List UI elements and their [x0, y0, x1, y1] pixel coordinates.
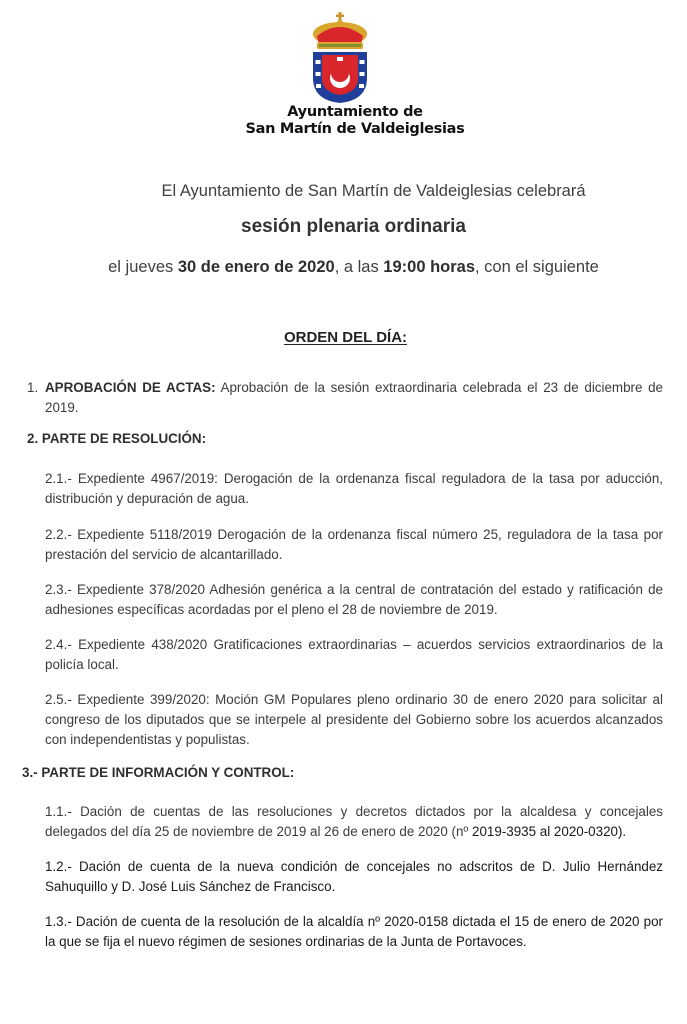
session-date: 30 de enero de 2020	[177, 258, 335, 276]
agenda-heading	[0, 329, 687, 346]
intro-line: El Ayuntamiento de San Martín de Valdeiglesias celebrará	[161, 182, 586, 200]
agenda-item-2-2: 2.2.- Expediente 5118/2019 Derogación de la ordenanza fiscal número 25, reguladora de la tasa por prestación del servicio de alcantarillado.	[45, 527, 663, 562]
time-prefix: , a las	[334, 258, 384, 276]
session-time: 19:00 horas	[383, 258, 476, 276]
org-name-line2: San Martín de Valdeiglesias	[245, 121, 465, 137]
session-title: sesión plenaria ordinaria	[241, 216, 466, 237]
date-suffix: , con el siguiente	[475, 258, 599, 276]
date-prefix: el jueves	[108, 258, 178, 276]
date-line	[0, 258, 687, 277]
agenda-item-3-3: 1.3.- Dación de cuenta de la resolución de la alcaldía nº 2020-0158 dictada el 15 de enero de 2020 por la que se fija el nuevo régimen de sesiones ordinarias de la Junta de Portavoces.	[45, 914, 663, 949]
item-text: Aprobación de la sesión extraordinaria celebrada el 23 de diciembre de 2019.	[45, 380, 664, 415]
item-label: APROBACIÓN DE ACTAS:	[45, 380, 216, 395]
item-3-1-text: 1.1.- Dación de cuentas de las resoluciones y decretos dictados por la alcaldesa y concejales delegados del día 25 de noviembre de 2019 al 26 de enero de 2020 (nº	[45, 804, 663, 839]
agenda-item-2-4: 2.4.- Expediente 438/2020 Gratificaciones extraordinarias – acuerdos servicios extraordinarios de la policía local.	[45, 637, 663, 672]
section-2-heading: 2. PARTE DE RESOLUCIÓN:	[27, 431, 207, 446]
agenda-item-3-2: 1.2.- Dación de cuenta de la nueva condición de concejales no adscritos de D. Julio Hernández Sahuquillo y D. José Luis Sánchez de Francisco.	[45, 859, 663, 894]
agenda-item-1	[27, 378, 663, 418]
agenda-heading-text: ORDEN DEL DÍA:	[283, 329, 408, 346]
agenda-item-2-3: 2.3.- Expediente 378/2020 Adhesión genérica a la central de contratación del estado y ratificación de adhesiones específicas acordadas por el pleno el 28 de noviembre de 2019.	[45, 582, 663, 617]
agenda-item-2-1: 2.1.- Expediente 4967/2019: Derogación de la ordenanza fiscal reguladora de la tasa por aducción, distribución y depuración de agua.	[45, 471, 663, 506]
agenda-item-2-5: 2.5.- Expediente 399/2020: Moción GM Populares pleno ordinario 30 de enero 2020 para solicitar al congreso de los diputados que se interpele al presidente del Gobierno sobre los acuerdos alcanzados con independentistas y populistas.	[45, 692, 663, 747]
agenda-item-3-1	[45, 802, 663, 842]
section-3-heading: 3.- PARTE DE INFORMACIÓN Y CONTROL:	[22, 765, 295, 780]
item-3-1-range: 2019-3935 al 2020-0320).	[472, 824, 627, 839]
item-number: 1.	[27, 380, 39, 395]
org-name-line1: Ayuntamiento de	[287, 104, 423, 120]
coat-of-arms-icon	[305, 12, 375, 104]
